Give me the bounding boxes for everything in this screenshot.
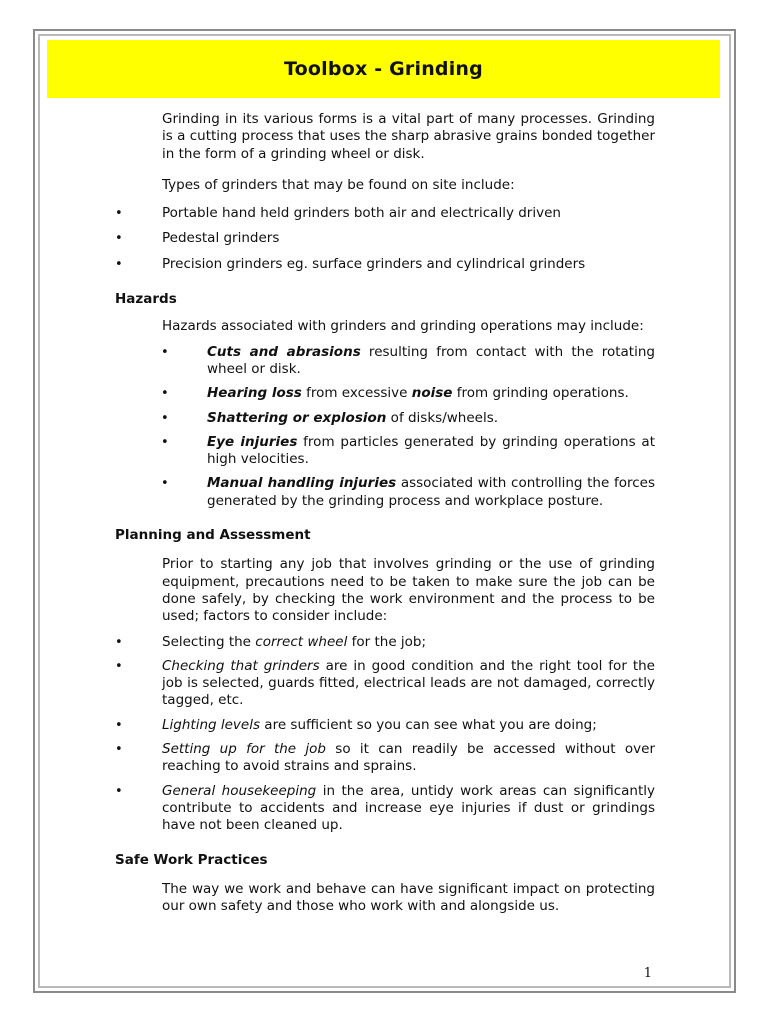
hazard-text: associated with controlling the forces generated by the grinding process and workplace posture. xyxy=(207,475,655,509)
hazard-term: Eye injuries xyxy=(207,433,298,450)
list-item: • Portable hand held grinders both air and electrically driven xyxy=(115,205,655,222)
list-item: • Pedestal grinders xyxy=(115,230,655,247)
list-item xyxy=(115,741,655,776)
intro-paragraph: Grinding in its various forms is a vital part of many processes. Grinding is a cutting process that uses the sharp abrasive grains bonded together in the form of a grinding wheel or disk. xyxy=(162,111,655,162)
list-item xyxy=(115,475,655,510)
item-text: are sufficient so you can see what you are doing; xyxy=(260,716,597,733)
safe-work-heading: Safe Work Practices xyxy=(115,851,268,868)
hazards-heading: Hazards xyxy=(115,291,177,308)
item-text: so it can readily be accessed without over reaching to avoid strains and sprains. xyxy=(162,741,655,775)
list-item: • Precision grinders eg. surface grinders and cylindrical grinders xyxy=(115,256,655,273)
item-text: for the job; xyxy=(347,633,427,650)
types-intro: Types of grinders that may be found on site include: xyxy=(162,176,515,193)
item-term: Checking that grinders xyxy=(162,657,320,674)
list-item xyxy=(115,410,655,427)
list-item xyxy=(115,385,655,402)
list-item xyxy=(115,717,655,734)
list-item xyxy=(115,658,655,710)
document-body xyxy=(115,111,655,915)
item-term: Lighting levels xyxy=(162,716,260,733)
hazard-term: Hearing loss xyxy=(207,385,302,402)
planning-list xyxy=(115,634,655,835)
list-item xyxy=(115,783,655,835)
hazards-list xyxy=(115,344,655,510)
planning-heading: Planning and Assessment xyxy=(115,527,311,544)
page-number: 1 xyxy=(643,966,652,981)
hazard-text: from particles generated by grinding operations at high velocities. xyxy=(207,433,655,468)
planning-intro: Prior to starting any job that involves grinding or the use of grinding equipment, precautions need to be taken to make sure the job can be done safely, by checking the work environment and the process to be used; factors to consider include: xyxy=(162,556,655,625)
item-text: are in good condition and the right tool for the job is selected, guards fitted, electrical leads are not damaged, correctly tagged, etc. xyxy=(162,657,655,709)
grinder-types-list xyxy=(115,205,655,273)
list-item xyxy=(115,434,655,469)
list-item xyxy=(115,634,655,651)
hazard-term: Manual handling injuries xyxy=(207,475,397,492)
hazard-text: from grinding operations. xyxy=(452,385,629,402)
item-prefix: Selecting the xyxy=(162,633,256,650)
item-term: General housekeeping xyxy=(162,782,317,799)
hazard-term: noise xyxy=(411,385,453,402)
item-term: correct wheel xyxy=(255,633,348,650)
hazard-text: resulting from contact with the rotating wheel or disk. xyxy=(207,343,655,377)
hazard-term: Shattering or explosion xyxy=(207,409,387,426)
title-banner xyxy=(47,40,720,98)
hazard-text: from excessive xyxy=(301,385,412,402)
hazard-term: Cuts and abrasions xyxy=(207,343,361,360)
safe-work-paragraph: The way we work and behave can have significant impact on protecting our own safety and those who work with and alongside us. xyxy=(162,880,655,915)
list-item xyxy=(115,344,655,379)
hazards-intro: Hazards associated with grinders and grinding operations may include: xyxy=(162,318,644,335)
item-text: in the area, untidy work areas can significantly contribute to accidents and increase eye injuries if dust or grindings have not been cleaned up. xyxy=(162,782,655,834)
hazard-text: of disks/wheels. xyxy=(386,409,499,426)
page-title: Toolbox - Grinding xyxy=(284,58,483,80)
item-term: Setting up for the job xyxy=(162,741,326,758)
